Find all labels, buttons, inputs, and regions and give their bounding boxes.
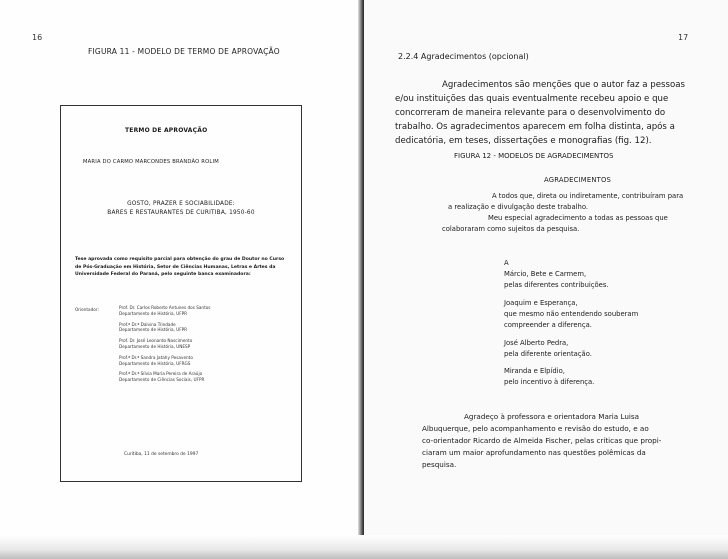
dedication-line: compreender a diferença. <box>504 321 592 329</box>
dedication-line: Joaquim e Esperança, <box>504 299 578 307</box>
page-bottom-edge <box>0 535 728 559</box>
closing-line: co-orientador Ricardo de Almeida Fischer, pelas críticas que propi- <box>422 436 662 445</box>
frame-description: Tese aprovada como requisito parcial para obtenção do grau de Doutor no Curso de Pós-Graduação em História, Setor de Ciências Humanas, Letras e Artes da Universidade Federal do Paraná, pelo seguinte banca examinadora: <box>75 257 285 277</box>
paragraph-line: concorreram de maneira relevante para o desenvolvimento do <box>395 108 666 118</box>
figure-title: FIGURA 12 - MODELOS DE AGRADECIMENTOS <box>454 152 614 160</box>
committee-member: Prof.ª Dr.ª Sílvia Maria Pereira de Araújo Departamento de Ciências Sociais, UFPR <box>119 371 205 383</box>
dedication-line: Márcio, Bete e Carmem, <box>504 270 587 278</box>
ack-intro-line: colaboraram como sujeitos da pesquisa. <box>442 225 580 233</box>
dedication-line: Miranda e Elpídio, <box>504 367 565 375</box>
right-page <box>364 0 728 559</box>
closing-line: Agradeço à professora e orientadora Maria Luisa <box>464 412 640 421</box>
committee-member: Prof.ª Dr.ª Dalvina Trindade Departamento de História, UFPR <box>119 321 188 333</box>
frame-date: Curitiba, 11 de setembro de 1997 <box>124 452 199 457</box>
orientador-label: Orientador: <box>75 307 99 312</box>
committee-member: Prof. Dr. José Leonardo Nascimento Departamento de História, UNESP <box>119 338 193 349</box>
committee-member: Prof. Dr. Carlos Roberto Antunes dos Santos Departamento de História, UFPR <box>119 305 211 316</box>
committee-list <box>119 305 210 383</box>
dedication-line: A <box>504 259 509 267</box>
page-number: 17 <box>678 33 689 42</box>
work-title-line-1: GOSTO, PRAZER E SOCIABILIDADE: <box>127 201 235 207</box>
dedication-line: pelo incentivo à diferença. <box>504 378 595 386</box>
frame-author: MARIA DO CARMO MARCONDES BRANDÃO ROLIM <box>83 159 219 165</box>
paragraph-line: e/ou instituições das quais eventualmente recebeu apoio e que <box>395 94 669 104</box>
committee-member: Prof.ª Dr.ª Sandra Jatahy Pesavento Departamento de História, UFRGS <box>119 354 193 366</box>
paragraph-line: Agradecimentos são menções que o autor faz a pessoas <box>442 80 685 90</box>
frame-title: TERMO DE APROVAÇÃO <box>125 127 208 134</box>
ack-intro-line: a realização e divulgação deste trabalho. <box>448 203 589 211</box>
dedication-line: pelas diferentes contribuições. <box>504 281 609 289</box>
closing-line: Albuquerque, pelo acompanhamento e revisão do estudo, e ao <box>422 424 649 433</box>
work-title-line-2: BARES E RESTAURANTES DE CURITIBA, 1950-60 <box>107 210 255 216</box>
left-page <box>0 0 362 559</box>
ack-intro-line: A todos que, direta ou indiretamente, contribuíram para <box>492 192 684 200</box>
section-title: 2.2.4 Agradecimentos (opcional) <box>398 52 529 61</box>
closing-line: pesquisa. <box>422 460 457 469</box>
approval-frame <box>60 105 302 482</box>
ack-title: AGRADECIMENTOS <box>544 176 612 184</box>
paragraph-line: dedicatória, em teses, dissertações e monografias (fig. 12). <box>395 136 652 146</box>
ack-intro-line: Meu especial agradecimento a todas as pessoas que <box>488 214 668 222</box>
dedication-line: José Alberto Pedra, <box>504 339 569 347</box>
dedication-line: que mesmo não entendendo souberam <box>504 310 639 318</box>
closing-line: ciaram um maior aprofundamento nas questões polêmicas da <box>422 448 646 457</box>
dedication-line: pela diferente orientação. <box>504 350 592 358</box>
paragraph-line: trabalho. Os agradecimentos aparecem em folha distinta, após a <box>395 122 675 132</box>
page-number: 16 <box>32 33 43 42</box>
figure-title: FIGURA 11 - MODELO DE TERMO DE APROVAÇÃO <box>88 47 280 56</box>
